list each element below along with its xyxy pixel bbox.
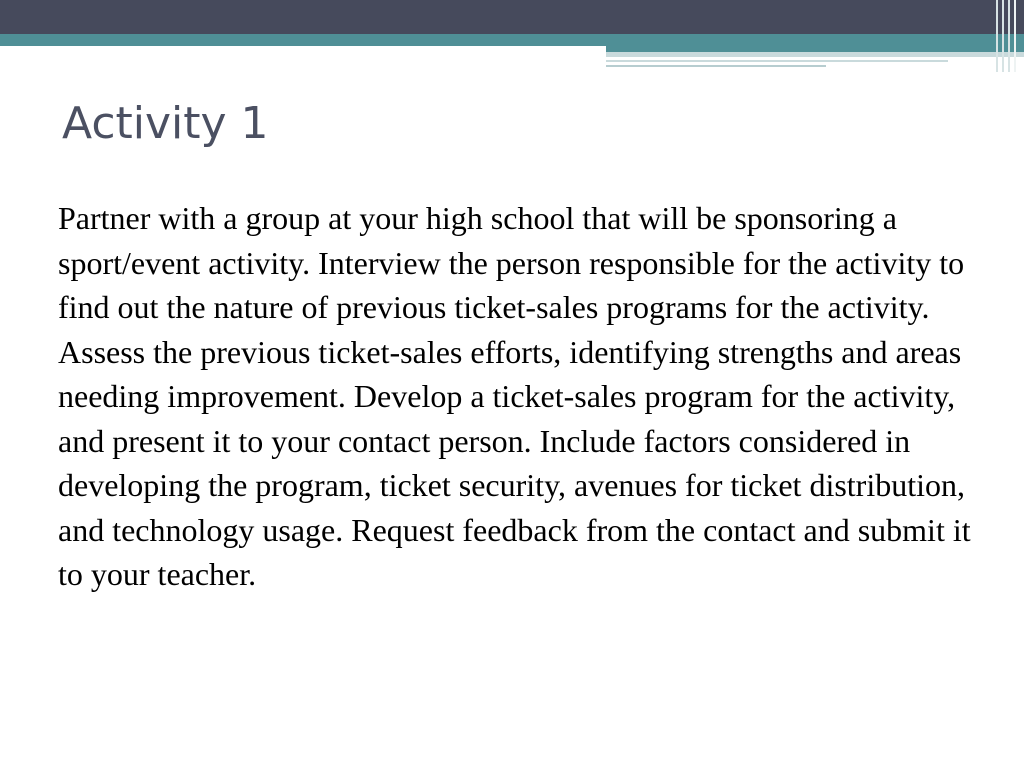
header-dark-bar: [0, 0, 1024, 34]
header-thin-line: [606, 60, 948, 62]
header-thin-line: [606, 65, 826, 67]
slide-body-text: Partner with a group at your high school that will be sponsoring a sport/event activity. Interview the person responsible for the activity to find out the nature of previous ticket-sales programs for the activity. Assess the previous ticket-sales efforts, identifying strengths and areas needing improvement. Develop a ticket-sales program for the activity, and present it to your contact person. Include factors considered in developing the program, ticket security, avenues for ticket distribution, and technology usage. Request feedback from the contact and submit it to your teacher.: [58, 200, 971, 592]
header-teal-band: [0, 34, 1024, 46]
corner-decoration-line: [1014, 0, 1016, 72]
corner-decoration-line: [1008, 0, 1010, 72]
corner-decoration-line: [1002, 0, 1004, 72]
corner-decoration-line: [996, 0, 998, 72]
header-light-strip: [606, 52, 1024, 57]
slide-title: Activity 1: [62, 98, 269, 149]
